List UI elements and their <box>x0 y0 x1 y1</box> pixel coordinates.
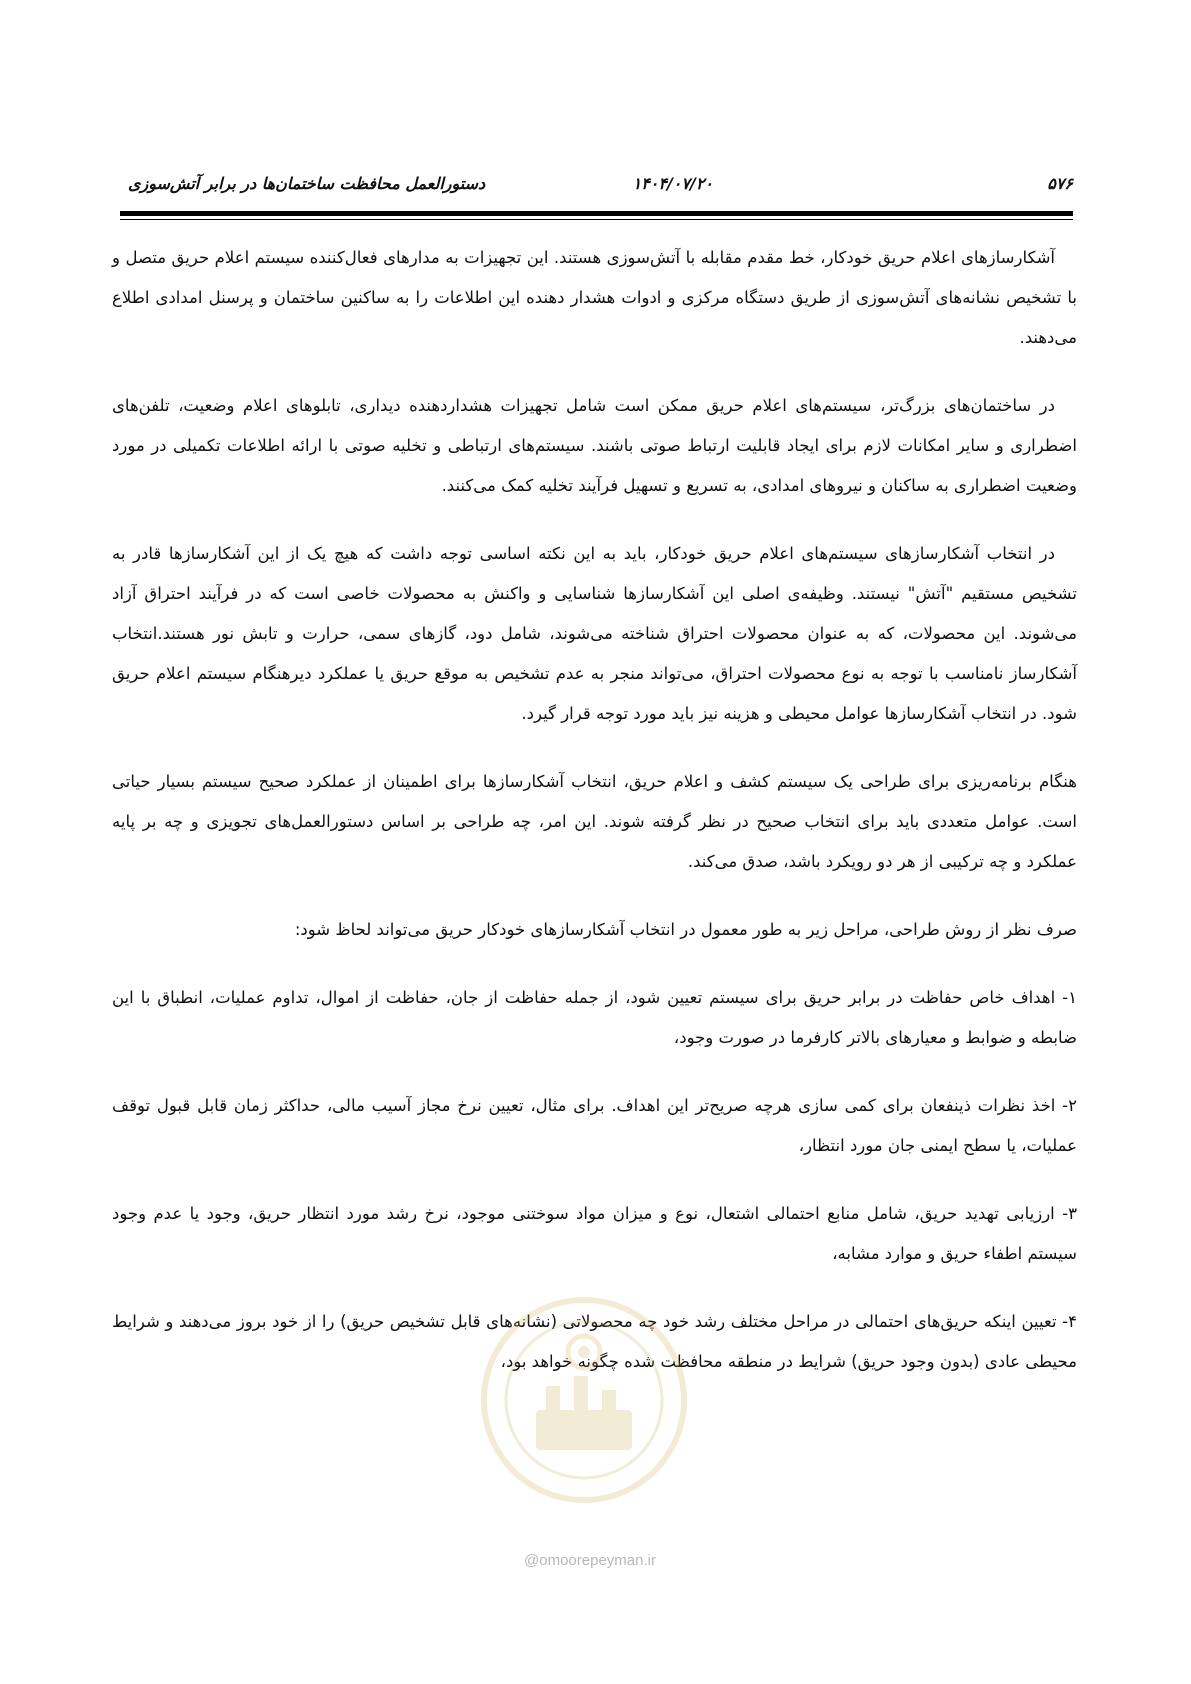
paragraph: آشکارسازهای اعلام حریق خودکار، خط مقدم مقابله با آتش‌سوزی هستند. این تجهیزات به مدارهای فعال‌کننده سیستم اعلام حریق متصل و با تشخیص نشانه‌های آتش‌سوزی از طریق دستگاه مرکزی و ادوات هشدار دهنده این اطلاعات را به ساکنین ساختمان و پرسنل امدادی اطلاع می‌دهند. <box>112 248 1077 347</box>
body-text <box>112 238 1077 1410</box>
watermark-url: @omoorepeyman.ir <box>524 1552 656 1569</box>
header-date: ۱۴۰۴/۰۷/۲۰ <box>632 174 713 193</box>
header-title: دستورالعمل محافظت ساختمان‌ها در برابر آتش‌سوزی <box>128 174 486 193</box>
paragraph: در انتخاب آشکارسازهای سیستم‌های اعلام حریق خودکار، باید به این نکته اساسی توجه داشت که هیچ یک از این آشکارسازها قادر به تشخیص مستقیم "آتش" نیستند. وظیفه‌ی اصلی این آشکارسازها شناسایی و واکنش به محصولات خاصی است که در فرآیند احتراق آزاد می‌شوند. این محصولات، که به عنوان محصولات احتراق شناخته می‌شوند، شامل دود، گازهای سمی، حرارت و تابش نور هستند.انتخاب آشکارساز نامناسب با توجه به نوع محصولات احتراق، می‌تواند منجر به عدم تشخیص به موقع حریق یا عملکرد دیرهنگام سیستم اعلام حریق شود. در انتخاب آشکارسازها عوامل محیطی و هزینه نیز باید مورد توجه قرار گیرد. <box>112 544 1077 723</box>
list-item: ۴- تعیین اینکه حریق‌های احتمالی در مراحل مختلف رشد خود چه محصولاتی (نشانه‌های قابل تشخیص حریق) را از خود بروز می‌دهند و شرایط محیطی عادی (بدون وجود حریق) شرایط در منطقه محافظت شده چگونه خواهد بود، <box>112 1312 1077 1371</box>
header-rule-thin <box>120 219 1073 220</box>
page-number: ۵۷۶ <box>1047 174 1073 193</box>
paragraph: هنگام برنامه‌ریزی برای طراحی یک سیستم کشف و اعلام حریق، انتخاب آشکارسازها برای اطمینان از عملکرد صحیح سیستم بسیار حیاتی است. عوامل متعددی باید برای انتخاب صحیح در نظر گرفته شوند. این امر، چه طراحی بر اساس دستورالعمل‌های تجویزی و چه بر پایه عملکرد و چه ترکیبی از هر دو رویکرد باشد، صدق می‌کند. <box>112 772 1077 871</box>
watermark-seal-icon <box>474 1290 694 1510</box>
list-item: ۱- اهداف خاص حفاظت در برابر حریق برای سیستم تعیین شود، از جمله حفاظت از جان، حفاظت از اموال، تداوم عملیات، انطباق با این ضابطه و ضوابط و معیارهای بالاتر کارفرما در صورت وجود، <box>112 988 1077 1047</box>
header-rule <box>120 211 1073 216</box>
paragraph: در ساختمان‌های بزرگ‌تر، سیستم‌های اعلام حریق ممکن است شامل تجهیزات هشداردهنده دیداری، تابلوهای اعلام وضعیت، تلفن‌های اضطراری و سایر امکانات لازم برای ایجاد قابلیت ارتباط صوتی باشند. سیستم‌های ارتباطی و تخلیه صوتی با ارائه اطلاعات تکمیلی در مورد وضعیت اضطراری به ساکنان و نیروهای امدادی، به تسریع و تسهیل فرآیند تخلیه کمک می‌کنند. <box>112 396 1077 495</box>
paragraph: صرف نظر از روش طراحی، مراحل زیر به طور معمول در انتخاب آشکارسازهای خودکار حریق می‌تواند لحاظ شود: <box>294 920 1077 939</box>
page-header <box>120 168 1073 208</box>
list-item: ۲- اخذ نظرات ذینفعان برای کمی سازی هرچه صریح‌تر این اهداف. برای مثال، تعیین نرخ مجاز آسیب مالی، حداکثر زمان قابل قبول توقف عملیات، یا سطح ایمنی جان مورد انتظار، <box>112 1096 1077 1155</box>
list-item: ۳- ارزیابی تهدید حریق، شامل منابع احتمالی اشتعال، نوع و میزان مواد سوختنی موجود، نرخ رشد مورد انتظار حریق، وجود یا عدم وجود سیستم اطفاء حریق و موارد مشابه، <box>112 1204 1077 1263</box>
